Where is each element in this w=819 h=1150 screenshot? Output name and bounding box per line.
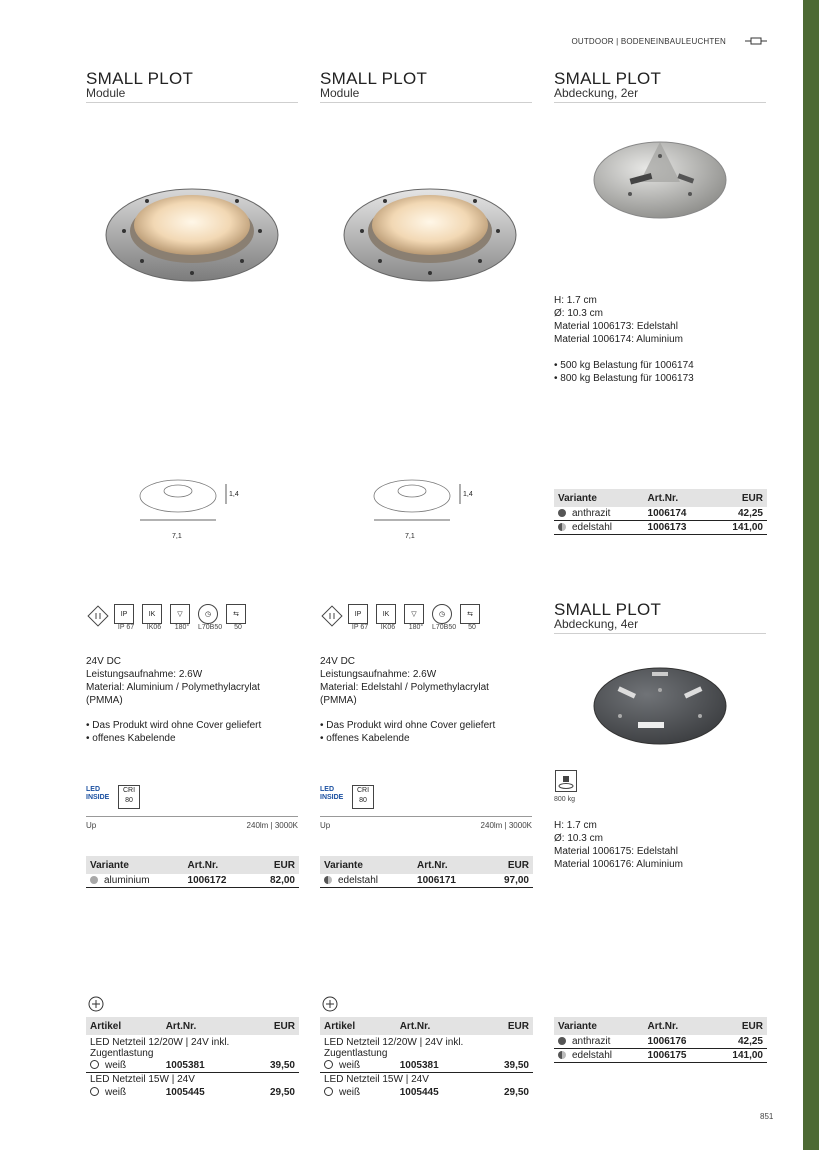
col1-title-rule — [86, 102, 298, 103]
col3a-product-image — [590, 132, 730, 222]
col3a-specs: H: 1.7 cm Ø: 10.3 cm Material 1006173: Edelstahl Material 1006174: Aluminium — [554, 295, 683, 345]
col3a-title-rule — [554, 102, 766, 103]
col1-icon-row: IP IP 67 IK IK06 ▽ 180° ◷ L70B50 ⇆ 50 — [86, 604, 250, 631]
col2-dim-width: 7,1 — [405, 533, 415, 540]
col3b-variant-table: Variante Art.Nr. EUR anthrazit 1006176 42,25 edelstahl 1006175 141,00 — [554, 1017, 767, 1063]
page-number: 851 — [760, 1112, 774, 1121]
col2-product-image — [340, 175, 520, 285]
col3b-title: SMALL PLOT — [554, 600, 662, 619]
dimmable-diamond-icon — [320, 604, 344, 628]
col2-bullets: • Das Produkt wird ohne Cover geliefert • offenes Kabelende — [320, 720, 496, 744]
dimmable-diamond-icon — [86, 604, 110, 628]
impact-rating-icon: IK — [376, 604, 396, 624]
table-row[interactable]: weiß 1005381 39,50 — [86, 1059, 299, 1073]
col1-accessory-table: Artikel Art.Nr. EUR LED Netzteil 12/20W | 24V inkl. Zugentlastung weiß 1005381 39,50 LED Netzteil 15W | 24V weiß 1005445 29,50 — [86, 1017, 299, 1099]
color-swatch — [558, 509, 566, 517]
col3a-variant-table: Variante Art.Nr. EUR anthrazit 1006174 42,25 edelstahl 1006173 141,00 — [554, 489, 767, 535]
col2-dim-height: 1,4 — [463, 491, 473, 498]
color-swatch — [558, 1037, 566, 1045]
color-swatch — [90, 1060, 99, 1069]
col3a-title: SMALL PLOT — [554, 69, 662, 88]
col1-lumen: 240lm | 3000K — [246, 821, 298, 830]
col2-title-rule — [320, 102, 532, 103]
color-swatch — [324, 876, 332, 884]
col1-direction: Up — [86, 821, 97, 830]
color-swatch — [558, 1051, 566, 1059]
color-swatch — [324, 1060, 333, 1069]
cable-length-icon: ⇆ — [226, 604, 246, 624]
table-row[interactable]: edelstahl 1006175 141,00 — [554, 1049, 767, 1063]
table-row[interactable]: anthrazit 1006176 42,25 — [554, 1035, 767, 1049]
col2-specs: 24V DC Leistungsaufnahme: 2.6W Material: Edelstahl / Polymethylacrylat (PMMA) — [320, 656, 489, 706]
col1-dim-width: 7,1 — [172, 533, 182, 540]
col1-specs: 24V DC Leistungsaufnahme: 2.6W Material: Aluminium / Polymethylacrylat (PMMA) — [86, 656, 260, 706]
ip-rating-icon: IP — [348, 604, 368, 624]
col1-dim-height: 1,4 — [229, 491, 239, 498]
col1-variant-table: Variante Art.Nr. EUR aluminium 1006172 82,00 — [86, 856, 299, 888]
col1-led-inside-logo: LED INSIDE — [86, 786, 110, 801]
col2-lumen: 240lm | 3000K — [480, 821, 532, 830]
col3b-subtitle: Abdeckung, 4er — [554, 617, 639, 631]
col1-accessories-plus-icon — [88, 996, 104, 1012]
lamp-category-icon — [745, 35, 767, 47]
col2-title: SMALL PLOT — [320, 69, 428, 88]
col2-variant-table: Variante Art.Nr. EUR edelstahl 1006171 97,00 — [320, 856, 533, 888]
col2-direction: Up — [320, 821, 331, 830]
beam-angle-icon: ▽ — [170, 604, 190, 624]
color-swatch — [90, 1087, 99, 1096]
col2-led-inside-logo: LED INSIDE — [320, 786, 344, 801]
col3b-title-rule — [554, 633, 766, 634]
col1-cri-badge: CRI 80 — [118, 785, 140, 809]
table-row[interactable]: weiß 1005445 29,50 — [320, 1086, 533, 1099]
col1-title: SMALL PLOT — [86, 69, 194, 88]
color-swatch — [324, 1087, 333, 1096]
table-row[interactable]: edelstahl 1006171 97,00 — [320, 874, 533, 888]
lifetime-icon: ◷ — [432, 604, 452, 624]
category-header: OUTDOOR | BODENEINBAULEUCHTEN — [571, 37, 726, 46]
col2-cri-badge: CRI 80 — [352, 785, 374, 809]
col3a-subtitle: Abdeckung, 2er — [554, 86, 639, 100]
ip-rating-icon: IP — [114, 604, 134, 624]
col2-icon-row: IP IP 67 IK IK06 ▽ 180° ◷ L70B50 ⇆ 50 — [320, 604, 484, 631]
table-row[interactable]: weiß 1005381 39,50 — [320, 1059, 533, 1073]
col1-dimension-drawing — [138, 474, 238, 526]
col1-product-image — [102, 175, 282, 285]
table-row[interactable]: anthrazit 1006174 42,25 — [554, 507, 767, 521]
load-capacity-icon — [555, 770, 577, 792]
col3a-bullets: • 500 kg Belastung für 1006174 • 800 kg Belastung für 1006173 — [554, 360, 694, 384]
col1-bullets: • Das Produkt wird ohne Cover geliefert • offenes Kabelende — [86, 720, 262, 744]
color-swatch — [558, 523, 566, 531]
col2-subtitle: Module — [320, 86, 360, 100]
col1-subtitle: Module — [86, 86, 126, 100]
load-capacity-label: 800 kg — [554, 796, 576, 803]
table-row[interactable]: weiß 1005445 29,50 — [86, 1086, 299, 1099]
impact-rating-icon: IK — [142, 604, 162, 624]
col2-accessory-table: Artikel Art.Nr. EUR LED Netzteil 12/20W | 24V inkl. Zugentlastung weiß 1005381 39,50 LED Netzteil 15W | 24V weiß 1005445 29,50 — [320, 1017, 533, 1099]
table-row[interactable]: aluminium 1006172 82,00 — [86, 874, 299, 888]
col2-accessories-plus-icon — [322, 996, 338, 1012]
col2-dimension-drawing — [372, 474, 472, 526]
lifetime-icon: ◷ — [198, 604, 218, 624]
cable-length-icon: ⇆ — [460, 604, 480, 624]
col3b-specs: H: 1.7 cm Ø: 10.3 cm Material 1006175: Edelstahl Material 1006176: Aluminium — [554, 820, 683, 870]
color-swatch — [90, 876, 98, 884]
side-color-bar — [803, 0, 819, 1150]
table-row[interactable]: edelstahl 1006173 141,00 — [554, 521, 767, 535]
col3b-product-image — [590, 660, 730, 750]
beam-angle-icon: ▽ — [404, 604, 424, 624]
